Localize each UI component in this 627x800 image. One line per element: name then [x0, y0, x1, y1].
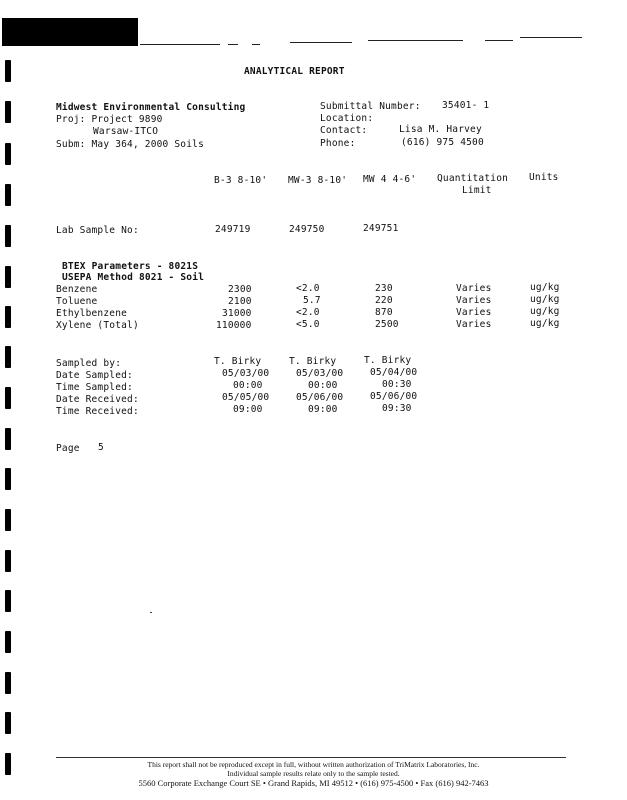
analyte-name: Toluene [56, 296, 98, 307]
analyte-limit: Varies [456, 295, 492, 306]
lab-sample-value-1: 249719 [215, 224, 251, 235]
header-rule [252, 44, 260, 45]
header-rule [290, 42, 352, 43]
report-title: ANALYTICAL REPORT [244, 66, 345, 77]
column-sample3: MW 4 4-6' [363, 174, 417, 185]
sampling-value-2: T. Birky [289, 356, 337, 367]
site-line: Warsaw-ITCO [93, 126, 159, 137]
header-rule [485, 40, 513, 41]
footer-rule [56, 757, 566, 758]
sampling-value-3: 05/06/00 [370, 391, 418, 402]
contact-label: Contact: [320, 125, 368, 136]
footer-disclaimer: This report shall not be reproduced except in full, without written authorization of TriMatrix Laboratories, Inc. [147, 760, 480, 769]
analyte-value-3: 870 [375, 307, 393, 318]
page-label: Page [56, 443, 80, 454]
column-sample2: MW-3 8-10' [288, 175, 348, 186]
submittal-line: Subm: May 364, 2000 Soils [56, 139, 204, 150]
footer-address: 5560 Corporate Exchange Court SE • Grand Rapids, MI 49512 • (616) 975-4500 • Fax (616) 942-7463 [138, 778, 489, 788]
sampling-value-1: 00:00 [233, 380, 263, 391]
sampling-value-1: 05/05/00 [222, 392, 270, 403]
phone-value: (616) 975 4500 [401, 137, 484, 148]
section-heading-method: USEPA Method 8021 - Soil [62, 272, 205, 283]
page-number: 5 [98, 442, 104, 453]
lab-sample-label: Lab Sample No: [56, 225, 139, 236]
sampling-value-2: 00:00 [308, 380, 338, 391]
section-heading-btex: BTEX Parameters - 8021S [62, 261, 199, 272]
column-limit: Limit [462, 185, 492, 196]
lab-sample-value-3: 249751 [363, 223, 399, 234]
analyte-value-1: 31000 [222, 308, 252, 319]
phone-label: Phone: [320, 138, 356, 149]
sampling-label: Time Sampled: [56, 382, 133, 393]
analyte-unit: ug/kg [530, 294, 560, 305]
analyte-value-3: 230 [375, 283, 393, 294]
analyte-value-1: 110000 [216, 320, 252, 331]
analyte-value-3: 220 [375, 295, 393, 306]
analyte-name: Ethylbenzene [56, 308, 128, 319]
analyte-value-2: 5.7 [303, 295, 321, 306]
analyte-limit: Varies [456, 307, 492, 318]
analyte-value-2: <2.0 [296, 283, 320, 294]
sampling-value-3: 00:30 [382, 379, 412, 390]
sampling-value-3: T. Birky [364, 355, 412, 366]
analyte-unit: ug/kg [530, 306, 560, 317]
analyte-value-2: <2.0 [296, 307, 320, 318]
analyte-name: Benzene [56, 284, 98, 295]
header-rule [368, 40, 463, 41]
header-rule [140, 44, 220, 45]
sampling-value-2: 05/06/00 [296, 392, 344, 403]
sampling-label: Time Received: [56, 406, 139, 417]
analyte-unit: ug/kg [530, 318, 560, 329]
sampling-label: Date Sampled: [56, 370, 133, 381]
sampling-value-3: 05/04/00 [370, 367, 418, 378]
location-label: Location: [320, 113, 374, 124]
column-sample1: B-3 8-10' [214, 175, 268, 186]
project-line: Proj: Project 9890 [56, 114, 163, 125]
analyte-limit: Varies [456, 283, 492, 294]
sampling-value-1: 09:00 [233, 404, 263, 415]
sampling-label: Sampled by: [56, 358, 122, 369]
sampling-value-1: 05/03/00 [222, 368, 270, 379]
analyte-value-2: <5.0 [296, 319, 320, 330]
footer-sample-note: Individual sample results relate only to the sample tested. [227, 769, 400, 778]
analyte-value-1: 2300 [228, 284, 252, 295]
header-rule [228, 44, 238, 45]
lab-sample-value-2: 249750 [289, 224, 325, 235]
column-quantitation: Quantitation [437, 173, 509, 184]
header-rule [520, 37, 582, 38]
analyte-value-3: 2500 [375, 319, 399, 330]
sampling-label: Date Received: [56, 394, 139, 405]
submittal-number-value: 35401- 1 [442, 100, 490, 111]
contact-value: Lisa M. Harvey [399, 124, 482, 135]
column-units: Units [529, 172, 559, 183]
analyte-name: Xylene (Total) [56, 320, 139, 331]
submittal-number-label: Submittal Number: [320, 101, 421, 112]
sampling-value-3: 09:30 [382, 403, 412, 414]
analyte-value-1: 2100 [228, 296, 252, 307]
sampling-value-1: T. Birky [214, 356, 262, 367]
analyte-limit: Varies [456, 319, 492, 330]
redaction-block [2, 18, 138, 46]
sampling-value-2: 09:00 [308, 404, 338, 415]
sampling-value-2: 05/03/00 [296, 368, 344, 379]
scan-speck [150, 612, 152, 613]
analyte-unit: ug/kg [530, 282, 560, 293]
client-name: Midwest Environmental Consulting [56, 102, 246, 113]
